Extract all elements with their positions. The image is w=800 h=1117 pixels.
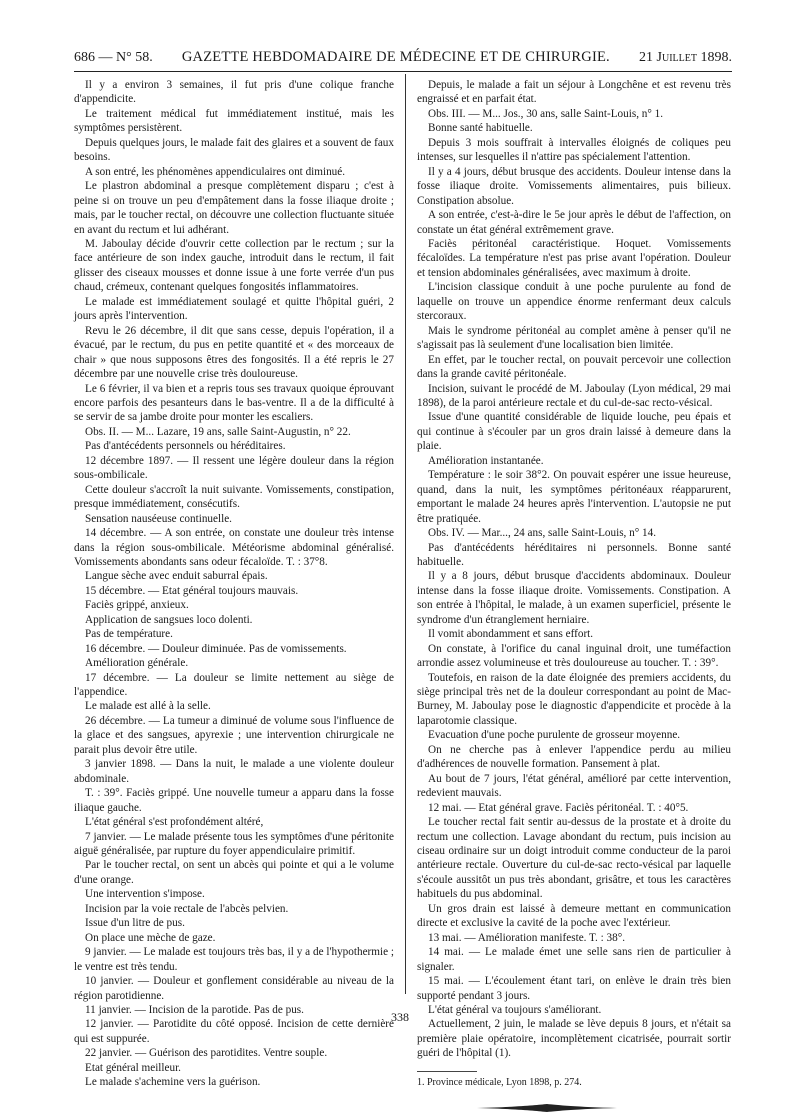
- page-label: 686 — N° 58.: [74, 50, 153, 65]
- paragraph: Pas d'antécédents héréditaires ni personnels. Bonne santé habituelle.: [417, 541, 731, 568]
- paragraph: Il y a environ 3 semaines, il fut pris d'une colique franche d'appendicite.: [74, 79, 394, 106]
- paragraph: Depuis 3 mois souffrait à intervalles éloignés de coliques peu intenses, sur lesquelles il n'attire pas spécialement l'attention.: [417, 136, 731, 164]
- paragraph: Faciès grippé, anxieux.: [85, 599, 189, 612]
- left-column: [74, 78, 394, 1090]
- paragraph: 12 janvier. — Parotidite du côté opposé. Incision de cette dernière qui est suppurée.: [74, 1018, 394, 1045]
- paragraph: Revu le 26 décembre, il dit que sans cesse, depuis l'opération, il a évacué, par le rectum, du pus en petite quantité et « des morceaux de chair » que nous supposons êtres des fongosités. Il a été repris le 27 décembre par une nouvelle crise très douloureuse.: [74, 324, 394, 381]
- paragraph: Issue d'un litre de pus.: [85, 917, 185, 930]
- paragraph: 11 janvier. — Incision de la parotide. Pas de pus.: [85, 1004, 304, 1016]
- paragraph: 3 janvier 1898. — Dans la nuit, le malade a une violente douleur abdominale.: [74, 758, 394, 785]
- paragraph: 14 décembre. — A son entrée, on constate une douleur très intense dans la région sous-ombilicale. Météorisme abdominal généralisé. Vomissements abondants sans odeur fécaloïde. T. : 37°8.: [74, 527, 394, 568]
- paragraph: Obs. III. — M... Jos., 30 ans, salle Saint-Louis, n° 1.: [428, 107, 664, 120]
- paragraph: T. : 39°. Faciès grippé. Une nouvelle tumeur a apparu dans la fosse iliaque gauche.: [74, 787, 394, 814]
- column-divider: [405, 74, 406, 994]
- paragraph: Etat général meilleur.: [85, 1061, 181, 1074]
- paragraph: Cette douleur s'accroît la nuit suivante. Vomissements, constipation, presque immédiatement, consécutifs.: [74, 483, 394, 511]
- paragraph: On constate, à l'orifice du canal inguinal droit, une tuméfaction arrondie assez volumineuse et très douloureuse au toucher. T. : 39°.: [417, 642, 731, 670]
- header-rule: [74, 71, 732, 72]
- ornamental-swash: [477, 1103, 617, 1113]
- paragraph: 9 janvier. — Le malade est toujours très bas, il y a de l'hypothermie ; le ventre est très tendu.: [74, 946, 394, 973]
- paragraph: A son entrée, c'est-à-dire le 5e jour après le début de l'affection, on constate un état général extrêmement grave.: [417, 209, 731, 236]
- paragraph: Mais le syndrome péritonéal au complet amène à penser qu'il ne s'agissait pas là seulement d'une localisation bien limitée.: [417, 324, 731, 352]
- right-column: [417, 78, 731, 1117]
- issue-date-month: Juillet: [656, 50, 697, 65]
- paragraph: Actuellement, 2 juin, le malade se lève depuis 8 jours, et n'était sa première plaie opératoire, incomplètement cicatrisée, pourrait sortir guéri de l'hôpital (1).: [417, 1018, 731, 1060]
- paragraph: Bonne santé habituelle.: [428, 122, 533, 135]
- paragraph: Depuis quelques jours, le malade fait des glaires et a souvent de faux besoins.: [74, 136, 394, 164]
- paragraph: 12 mai. — Etat général grave. Faciès péritonéal. T. : 40°5.: [428, 801, 689, 814]
- paragraph: Pas d'antécédents personnels ou héréditaires.: [85, 440, 286, 453]
- paragraph: Il vomit abondamment et sans effort.: [428, 628, 594, 641]
- paragraph: Obs. IV. — Mar..., 24 ans, salle Saint-Louis, n° 14.: [428, 527, 657, 540]
- paragraph: Pas de température.: [85, 628, 173, 641]
- paragraph: 15 décembre. — Etat général toujours mauvais.: [85, 584, 299, 597]
- running-header: [74, 36, 732, 66]
- paragraph: 10 janvier. — Douleur et gonflement considérable au niveau de la région parotidienne.: [74, 975, 394, 1002]
- paragraph: En effet, par le toucher rectal, on pouvait percevoir une collection dans la grande cavité péritonéale.: [417, 353, 731, 381]
- paragraph: Langue sèche avec enduit saburral épais.: [85, 570, 268, 583]
- paragraph: Le malade est allé à la selle.: [85, 700, 211, 713]
- paragraph: 26 décembre. — La tumeur a diminué de volume sous l'influence de la glace et des sangsues, apyrexie ; une intervention chirurgicale ne parait plus devoir être utile.: [74, 714, 394, 756]
- paragraph: A son entré, les phénomènes appendiculaires ont diminué.: [85, 165, 346, 178]
- paragraph: Amélioration instantanée.: [428, 454, 544, 467]
- paragraph: M. Jaboulay décide d'ouvrir cette collection par le rectum ; sur la face antérieure de son index gauche, introduit dans le rectum, il fait glisser des ciseaux mousses et donne issue à une forte verrée d'un pus chaud, crémeux, contenant quelques fongosités inflammatoires.: [74, 237, 394, 294]
- paragraph: 16 décembre. — Douleur diminuée. Pas de vomissements.: [85, 642, 347, 655]
- paragraph: On ne cherche pas à enlever l'appendice perdu au milieu d'adhérences de nouvelle formation. Pansement à plat.: [417, 743, 731, 771]
- paragraph: 12 décembre 1897. — Il ressent une légère douleur dans la région sous-ombilicale.: [74, 454, 394, 482]
- paragraph: Le malade s'achemine vers la guérison.: [85, 1076, 261, 1089]
- journal-title: GAZETTE HEBDOMADAIRE DE MÉDECINE ET DE CHIRURGIE.: [181, 49, 610, 65]
- paragraph: Faciès péritonéal caractéristique. Hoquet. Vomissements fécaloïdes. La température n'est pas prise avant l'opération. Douleur et tension abdominales généralisées, avec maximum à droite.: [417, 237, 731, 279]
- paragraph: Sensation nauséeuse continuelle.: [85, 512, 232, 525]
- paragraph: Incision, suivant le procédé de M. Jaboulay (Lyon médical, 29 mai 1898), de la paroi antérieure rectale et du cul-de-sac recto-vésical.: [417, 382, 731, 409]
- paragraph: Amélioration générale.: [85, 657, 189, 670]
- paragraph: Le 6 février, il va bien et a repris tous ses travaux quoique éprouvant encore parfois des pesanteurs dans le bas-ventre. Il a de la difficulté à se servir de sa jambe droite pour monter les escaliers.: [74, 382, 394, 424]
- paragraph: Le malade est immédiatement soulagé et quitte l'hôpital guéri, 2 jours après l'intervention.: [74, 295, 394, 323]
- paragraph: L'incision classique conduit à une poche purulente au fond de laquelle on trouve un appendice énorme renfermant deux calculs stercoraux.: [417, 281, 731, 323]
- paragraph: Il y a 8 jours, début brusque d'accidents abdominaux. Douleur intense dans la fosse iliaque droite. Vomissements. Constipation. A son entrée à l'hôpital, le malade, à un examen superficiel, présente le syndrome d'un étranglement herniaire.: [417, 570, 731, 626]
- paragraph: 15 mai. — L'écoulement étant tari, on enlève le drain très bien supporté pendant 3 jours.: [417, 975, 731, 1002]
- paragraph: L'état général va toujours s'améliorant.: [428, 1004, 602, 1016]
- footnote: 1. Province médicale, Lyon 1898, p. 274.: [417, 1076, 582, 1088]
- footnote-rule: [417, 1071, 477, 1072]
- page-number: 338: [391, 1010, 409, 1024]
- paragraph: Incision par la voie rectale de l'abcès pelvien.: [85, 902, 289, 915]
- paragraph: Application de sangsues loco dolenti.: [85, 613, 253, 626]
- paragraph: Température : le soir 38°2. On pouvait espérer une issue heureuse, quand, dans la nuit, les symptômes péritonéaux réapparurent, emportant le malade 24 heures après l'intervention. L'autopsie ne put être pratiquée.: [417, 469, 731, 525]
- paragraph: Issue d'une quantité considérable de liquide louche, peu épais et qui continue à s'écouler par un gros drain laissé à demeure dans la plaie.: [417, 411, 731, 453]
- paragraph: Une intervention s'impose.: [85, 888, 205, 901]
- paragraph: Par le toucher rectal, on sent un abcès qui pointe et qui a le volume d'une orange.: [74, 859, 394, 886]
- paragraph: 7 janvier. — Le malade présente tous les symptômes d'une péritonite aiguë généralisée, par rupture du foyer appendiculaire primitif.: [74, 830, 394, 858]
- paragraph: 17 décembre. — La douleur se limite nettement au siège de l'appendice.: [74, 671, 394, 699]
- paragraph: L'état général s'est profondément altéré,: [85, 816, 264, 829]
- paragraph: Depuis, le malade a fait un séjour à Longchêne et est revenu très engraissé et en parfait état.: [417, 79, 731, 106]
- paragraph: Il y a 4 jours, début brusque des accidents. Douleur intense dans la fosse iliaque droite. Vomissements alimentaires, puis bilieux. Constipation absolue.: [417, 165, 731, 207]
- paragraph: 14 mai. — Le malade émet une selle sans rien de particulier à signaler.: [417, 946, 731, 973]
- paragraph: On place une mèche de gaze.: [85, 931, 216, 944]
- paragraph: 22 janvier. — Guérison des parotidites. Ventre souple.: [85, 1047, 328, 1060]
- issue-date-day: 21: [639, 50, 657, 65]
- paragraph: Evacuation d'une poche purulente de grosseur moyenne.: [428, 729, 681, 742]
- paragraph: Le traitement médical fut immédiatement institué, mais les symptômes persistèrent.: [74, 107, 394, 135]
- paragraph: Le toucher rectal fait sentir au-dessus de la prostate et à droite du rectum une collection. Lavage abondant du rectum, puis incision au ciseau ordinaire sur un doigt introduit comme conducteur de la paroi antérieure rectale. Ouverture du cul-de-sac recto-vésical par laquelle s'écoule aussitôt un pus très abondant, grisâtre, et tous les caractères habituels du pus abdominal.: [417, 816, 731, 901]
- paragraph: Le plastron abdominal a presque complètement disparu ; c'est à peine si on trouve un peu d'empâtement dans la fosse iliaque droite ; mais, par le toucher rectal, on découvre une collection fluctuante située en avant du rectum et lui adhérant.: [74, 180, 394, 236]
- paragraph: 13 mai. — Amélioration manifeste. T. : 38°.: [428, 931, 626, 944]
- paragraph: Toutefois, en raison de la date éloignée des premiers accidents, du siège principal très net de la douleur correspondant au point de Mac-Burney, M. Jaboulay pose le diagnostic d'appendicite et procède à la laparotomie classique.: [417, 671, 731, 727]
- issue-date: [639, 50, 732, 66]
- paragraph: Obs. II. — M... Lazare, 19 ans, salle Saint-Augustin, n° 22.: [85, 425, 351, 438]
- paragraph: Au bout de 7 jours, l'état général, amélioré par cette intervention, redevient mauvais.: [417, 772, 731, 800]
- issue-date-year: 1898.: [696, 50, 732, 65]
- paragraph: Un gros drain est laissé à demeure mettant en communication directe et exclusive la cavité de la poche avec l'extérieur.: [417, 902, 731, 930]
